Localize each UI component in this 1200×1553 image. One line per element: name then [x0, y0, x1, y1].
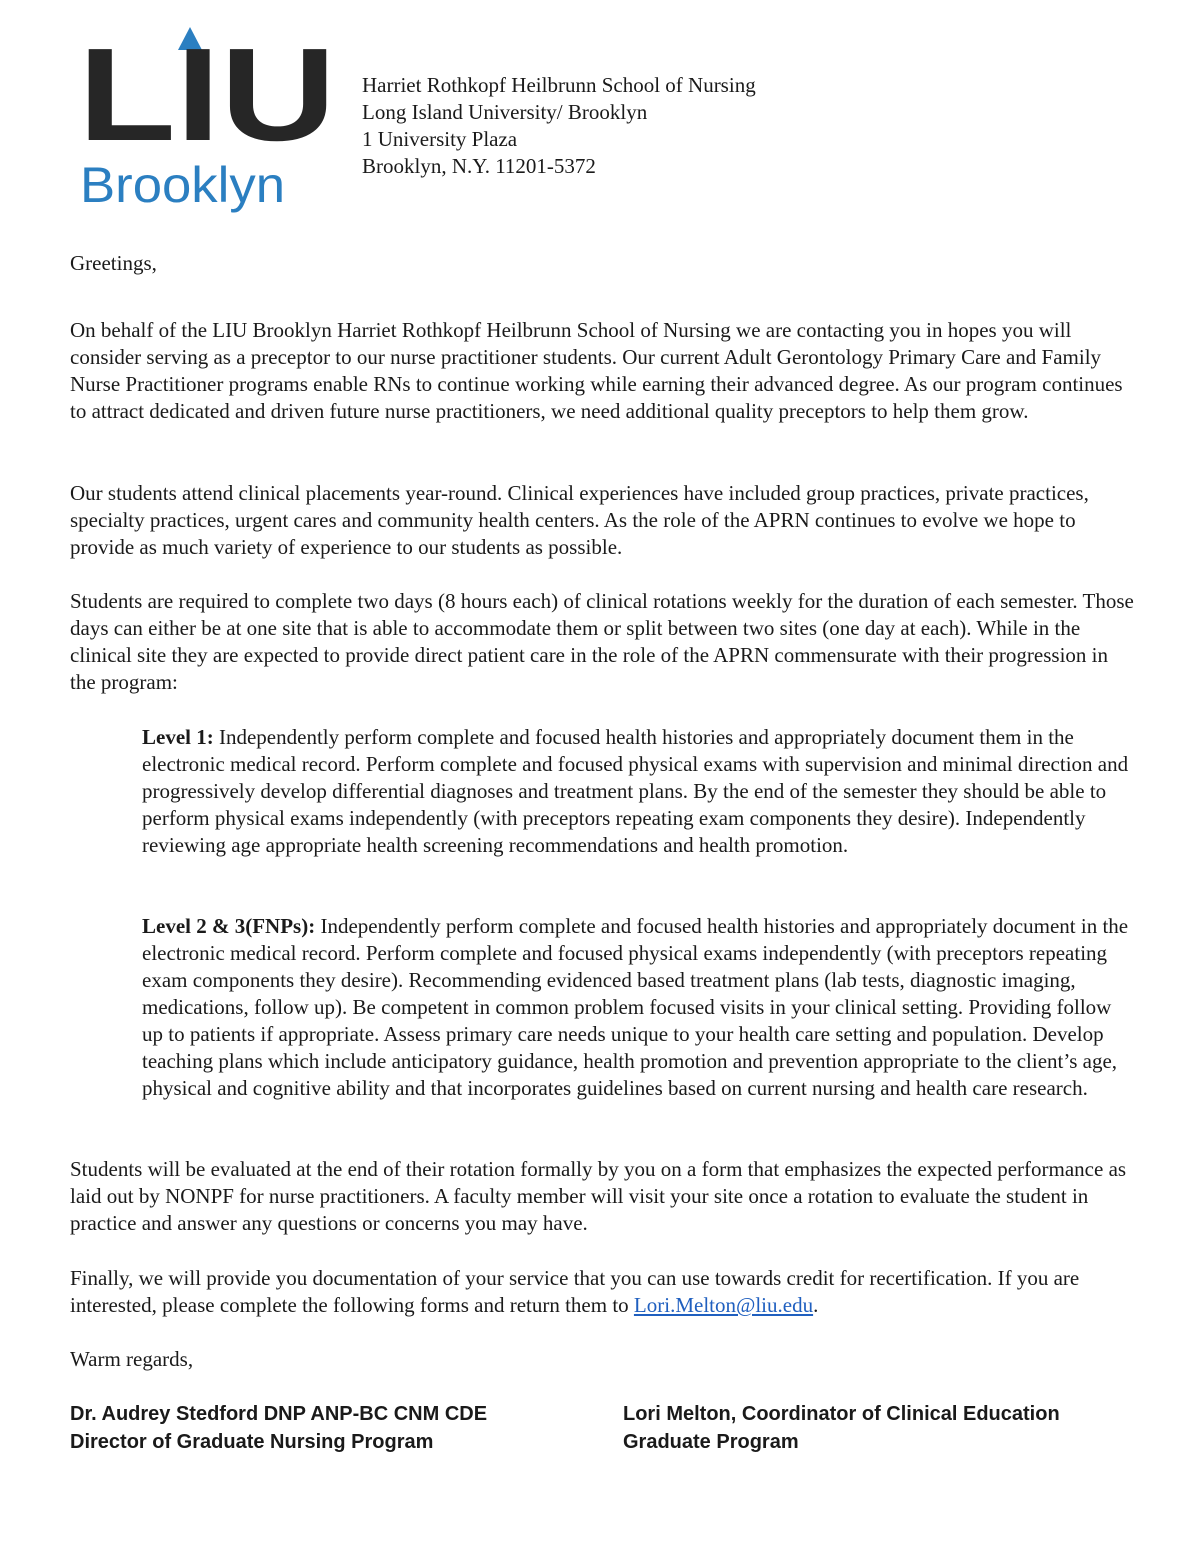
greeting: Greetings, — [70, 251, 157, 275]
signature-left-title: Director of Graduate Nursing Program — [70, 1431, 434, 1453]
logo-graphic — [78, 22, 338, 217]
address-line-city: Brooklyn, N.Y. 11201-5372 — [362, 154, 596, 178]
level-2-3-text: Independently perform complete and focused health histories and appropriately document in the electronic medical record. Perform complete and focused physical exams independently (with preceptors repeating exam components they desire). Recommending evidenced based treatment plans (lab tests, diagnostic imaging, medications, follow up). Be competent in common problem focused visits in your clinical setting. Providing follow up to patients if appropriate. Assess primary care needs unique to your health care setting and population. Develop teaching plans which include anticipatory guidance, health promotion and prevention appropriate to the client’s age, physical and cognitive ability and that incorporates guidelines based on current nursing and health care research. — [142, 914, 1129, 1100]
paragraph-intro: On behalf of the LIU Brooklyn Harriet Rothkopf Heilbrunn School of Nursing we are contacting you in hopes you will consider serving as a preceptor to our nurse practitioner students. Our current Adult Gerontology Primary Care and Family Nurse Practitioner programs enable RNs to continue working while earning their advanced degree. As our program continues to attract dedicated and driven future nurse practitioners, we need additional quality preceptors to help them grow. — [70, 318, 1123, 423]
level-2-3-description — [142, 913, 1136, 1102]
signature-left — [70, 1400, 487, 1456]
level-1-description — [142, 724, 1136, 859]
closing: Warm regards, — [70, 1347, 194, 1371]
logo-sub-text: Brooklyn — [80, 157, 285, 213]
address-line-school: Harriet Rothkopf Heilbrunn School of Nursing — [362, 73, 756, 97]
level-1-text: Independently perform complete and focused health histories and appropriately document them in the electronic medical record. Perform complete and focused physical exams with supervision and minimal direction and progressively develop differential diagnoses and treatment plans. By the end of the semester they should be able to perform physical exams independently (with preceptors repeating exam components they desire). Independently reviewing age appropriate health screening recommendations and health promotion. — [142, 725, 1129, 857]
logo-main-text: LIU — [78, 22, 336, 168]
address-line-university: Long Island University/ Brooklyn — [362, 100, 648, 124]
signature-left-name: Dr. Audrey Stedford DNP ANP-BC CNM CDE — [70, 1403, 488, 1425]
signature-right-title: Graduate Program — [623, 1431, 799, 1453]
liu-brooklyn-logo — [78, 22, 338, 217]
signature-right — [623, 1400, 1060, 1456]
signature-right-name: Lori Melton, Coordinator of Clinical Education — [623, 1403, 1060, 1425]
paragraph-documentation — [70, 1265, 1134, 1319]
address-line-street: 1 University Plaza — [362, 127, 518, 151]
paragraph-clinical-placements: Our students attend clinical placements year-round. Clinical experiences have included group practices, private practices, specialty practices, urgent cares and community health centers. As the role of the APRN continues to evolve we hope to provide as much variety of experience to our students as possible. — [70, 481, 1089, 559]
level-2-3-label: Level 2 & 3(FNPs): — [142, 914, 316, 938]
email-link[interactable]: Lori.Melton@liu.edu — [633, 1293, 814, 1317]
paragraph-documentation-end: . — [813, 1293, 819, 1317]
school-address — [362, 72, 756, 180]
level-1-label: Level 1: — [142, 725, 214, 749]
paragraph-evaluation: Students will be evaluated at the end of their rotation formally by you on a form that emphasizes the expected performance as laid out by NONPF for nurse practitioners. A faculty member will visit your site once a rotation to evaluate the student in practice and answer any questions or concerns you may have. — [70, 1157, 1127, 1235]
paragraph-documentation-text: Finally, we will provide you documentation of your service that you can use towards credit for recertification. If you are interested, please complete the following forms and return them to — [70, 1266, 1080, 1317]
paragraph-requirements: Students are required to complete two days (8 hours each) of clinical rotations weekly for the duration of each semester. Those days can either be at one site that is able to accommodate them or split between two sites (one day at each). While in the clinical site they are expected to provide direct patient care in the role of the APRN commensurate with their progression in the program: — [70, 589, 1134, 694]
